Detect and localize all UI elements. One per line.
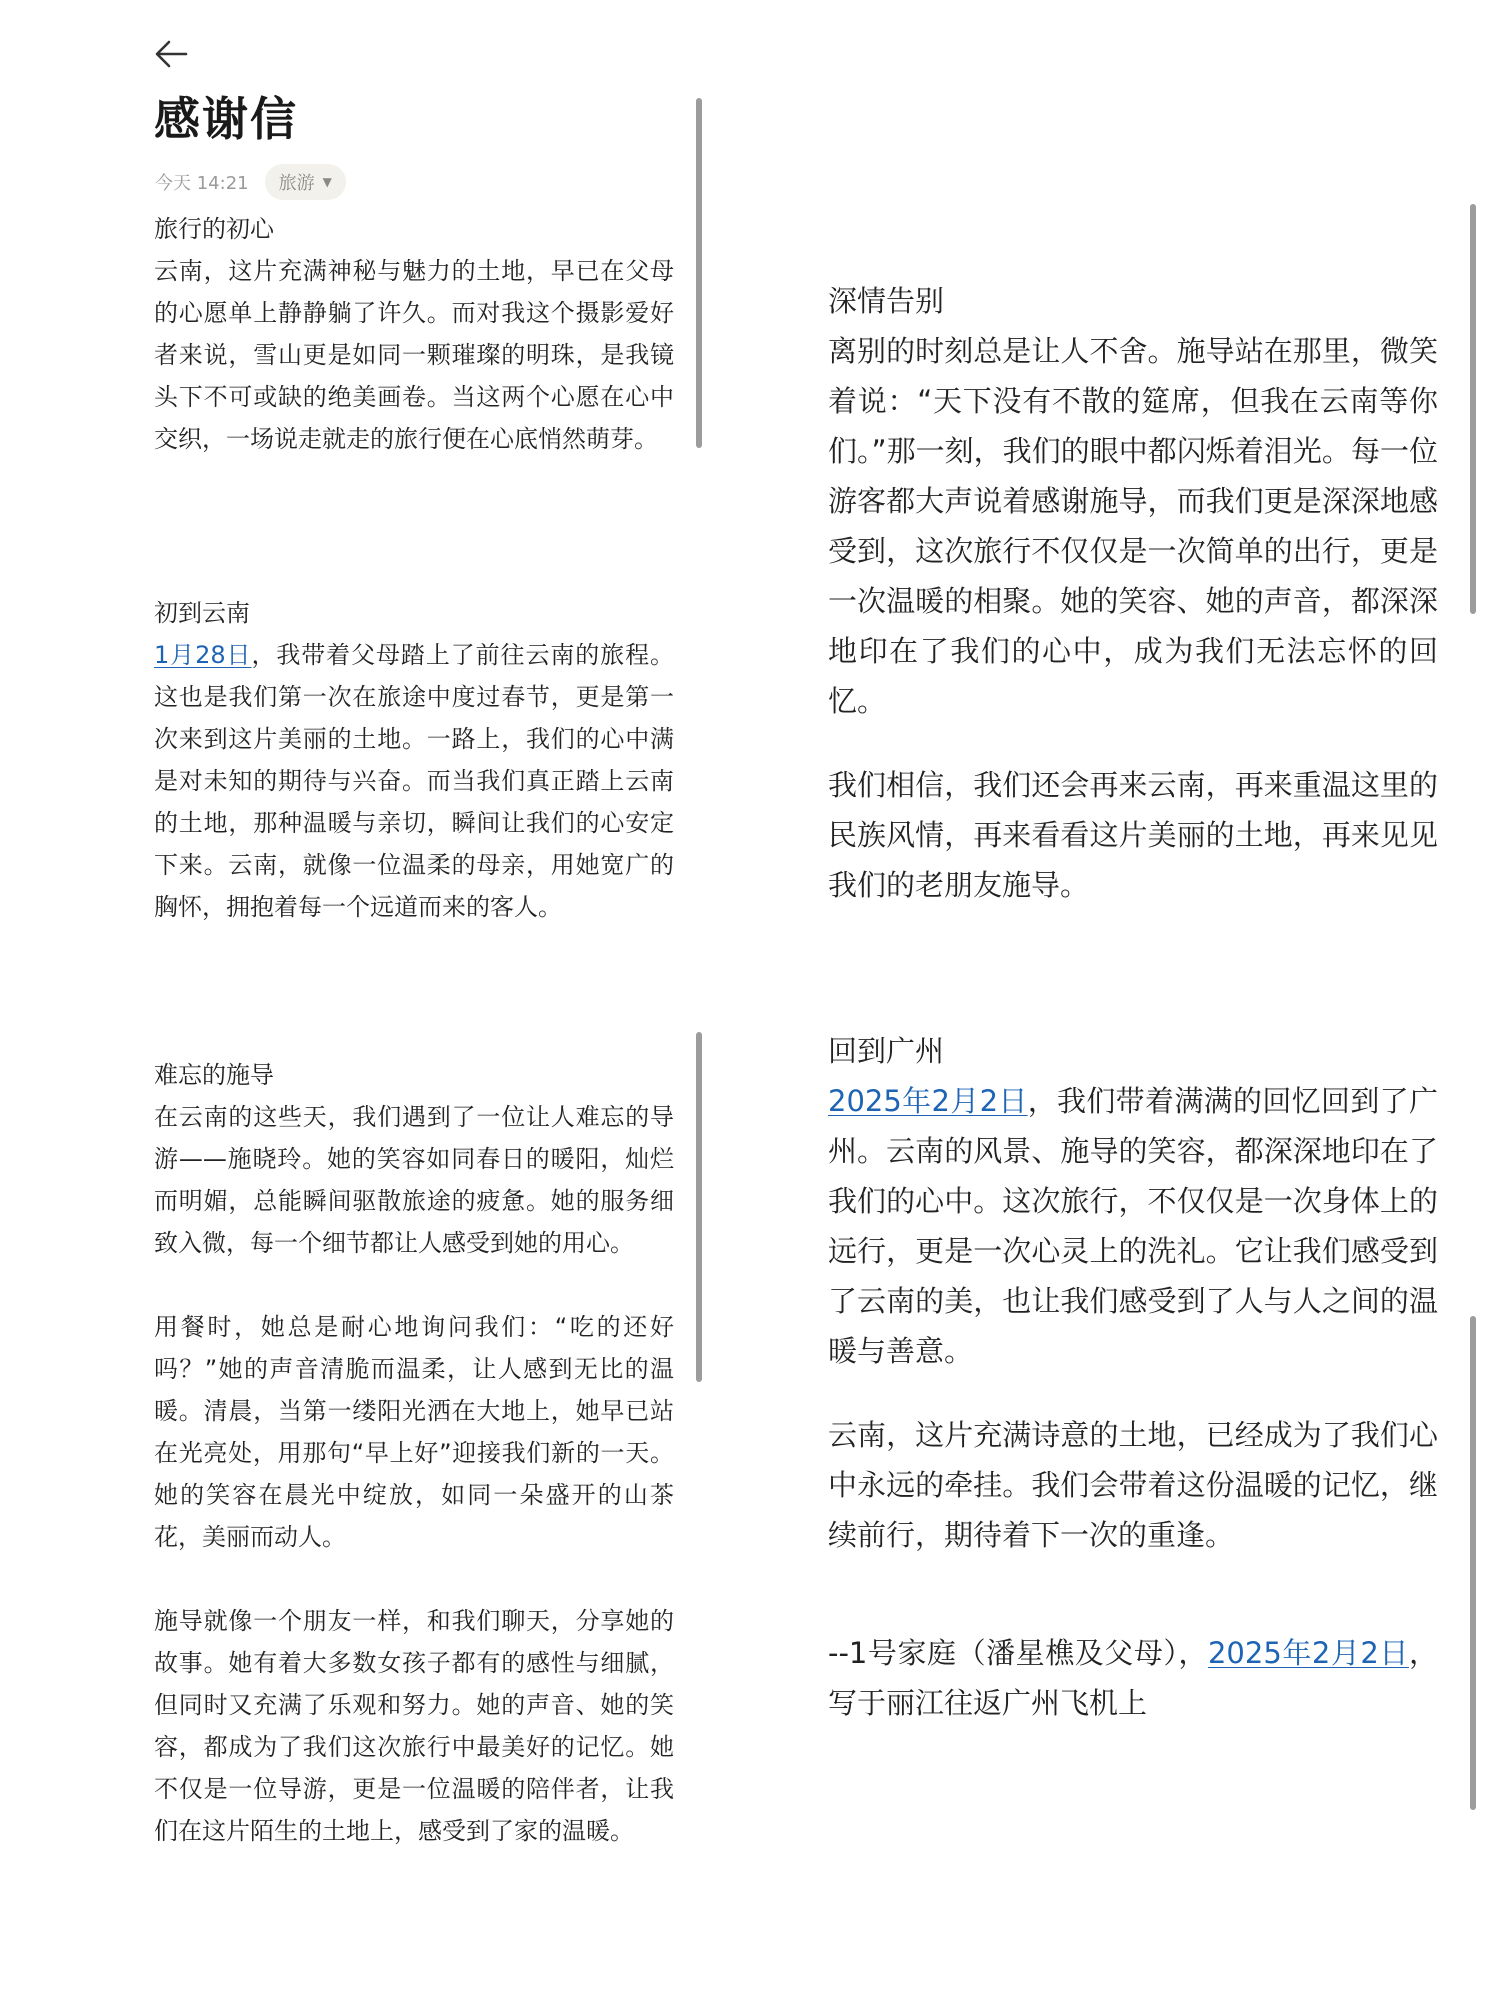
scrollbar[interactable]	[696, 1032, 702, 1382]
category-dropdown[interactable]	[265, 164, 346, 200]
section-heading: 回到广州	[828, 1034, 945, 1068]
page-title: 感谢信	[154, 92, 298, 146]
section-paragraph: 离别的时刻总是让人不舍。施导站在那里，微笑着说：“天下没有不散的筵席，但我在云南等你们。”那一刻，我们的眼中都闪烁着泪光。每一位游客都大声说着感谢施导，而我们更是深深地感受到，这次旅行不仅仅是一次简单的出行，更是一次温暖的相聚。她的笑容、她的声音，都深深地印在了我们的心中，成为我们无法忘怀的回忆。	[828, 334, 1438, 718]
scrollbar[interactable]	[696, 98, 702, 448]
signature	[828, 1628, 1438, 1728]
section-paragraph	[828, 1076, 1438, 1376]
section-paragraph: 云南，这片充满神秘与魅力的土地，早已在父母的心愿单上静静躺了许久。而对我这个摄影爱好者来说，雪山更是如同一颗璀璨的明珠，是我镜头下不可或缺的绝美画卷。当这两个心愿在心中交织，一场说走就走的旅行便在心底悄然萌芽。	[154, 257, 674, 453]
signature-line	[828, 1628, 1438, 1728]
date-link[interactable]: 1月28日	[154, 641, 252, 669]
section-paragraph: 施导就像一个朋友一样，和我们聊天，分享她的故事。她有着大多数女孩子都有的感性与细腻，但同时又充满了乐观和努力。她的声音、她的笑容，都成为了我们这次旅行中最美好的记忆。她不仅是一位导游，更是一位温暖的陪伴者，让我们在这片陌生的土地上，感受到了家的温暖。	[154, 1607, 674, 1845]
date-link[interactable]: 2025年2月2日	[1207, 1636, 1409, 1670]
section-paragraph: 我们相信，我们还会再来云南，再来重温这里的民族风情，再来看看这片美丽的土地，再来见见我们的老朋友施导。	[828, 768, 1438, 902]
section-paragraph: 用餐时，她总是耐心地询问我们：“吃的还好吗？”她的声音清脆而温柔，让人感到无比的温暖。清晨，当第一缕阳光洒在大地上，她早已站在光亮处，用那句“早上好”迎接我们新的一天。她的笑容在晨光中绽放，如同一朵盛开的山茶花，美丽而动人。	[154, 1313, 674, 1551]
section-heading: 初到云南	[154, 599, 250, 627]
section-return	[828, 1026, 1438, 1560]
section-heading: 旅行的初心	[154, 215, 274, 243]
scrollbar[interactable]	[1470, 204, 1476, 614]
section-paragraph: 云南，这片充满诗意的土地，已经成为了我们心中永远的牵挂。我们会带着这份温暖的记忆，继续前行，期待着下一次的重逢。	[828, 1418, 1438, 1552]
paragraph-text: ，我们带着满满的回忆回到了广州。云南的风景、施导的笑容，都深深地印在了我们的心中。这次旅行，不仅仅是一次身体上的远行，更是一次心灵上的洗礼。它让我们感受到了云南的美，也让我们感受到了人与人之间的温暖与善意。	[828, 1084, 1438, 1368]
date-link[interactable]: 2025年2月2日	[828, 1084, 1028, 1118]
section-guide	[154, 1054, 674, 1852]
section-initial-intent	[154, 208, 674, 460]
section-heading: 深情告别	[828, 284, 945, 318]
signature-suffix: ，写于丽江往返广州飞机上	[828, 1636, 1438, 1720]
caret-down-icon: ▼	[322, 175, 332, 189]
arrow-left-icon[interactable]	[152, 34, 192, 74]
signature-prefix: --1号家庭（潘星樵及父母），	[828, 1636, 1208, 1670]
section-heading: 难忘的施导	[154, 1061, 274, 1089]
section-farewell	[828, 276, 1438, 910]
scrollbar[interactable]	[1470, 1316, 1476, 1810]
category-label: 旅游	[278, 173, 315, 194]
section-paragraph: 在云南的这些天，我们遇到了一位让人难忘的导游——施晓玲。她的笑容如同春日的暖阳，灿烂而明媚，总能瞬间驱散旅途的疲惫。她的服务细致入微，每一个细节都让人感受到她的用心。	[154, 1103, 674, 1257]
timestamp: 今天 14:21	[155, 173, 249, 194]
note-meta	[155, 164, 346, 200]
paragraph-text: ，我带着父母踏上了前往云南的旅程。这也是我们第一次在旅途中度过春节，更是第一次来到这片美丽的土地。一路上，我们的心中满是对未知的期待与兴奋。而当我们真正踏上云南的土地，那种温暖与亲切，瞬间让我们的心安定下来。云南，就像一位温柔的母亲，用她宽广的胸怀，拥抱着每一个远道而来的客人。	[154, 641, 675, 921]
section-paragraph	[154, 634, 674, 928]
section-arrival	[154, 592, 674, 928]
